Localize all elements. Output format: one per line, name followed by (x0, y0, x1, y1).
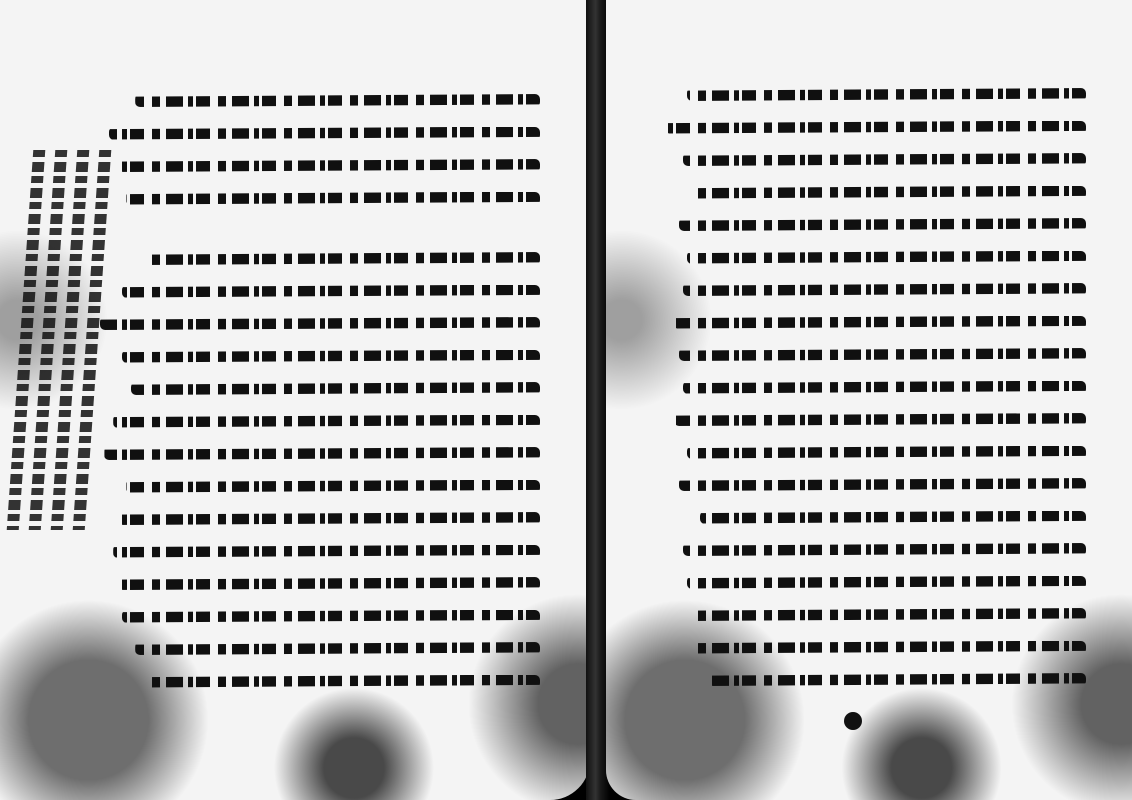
ink-blot (844, 712, 862, 730)
text-line (100, 279, 540, 303)
text-line (666, 310, 1086, 334)
text-line (100, 669, 540, 693)
text-line (666, 472, 1086, 496)
text-line (100, 88, 540, 112)
text-line (666, 537, 1086, 561)
text-line (666, 440, 1086, 464)
text-line (100, 506, 540, 530)
text-line (100, 604, 540, 628)
text-line (666, 635, 1086, 659)
text-line (666, 570, 1086, 594)
text-line (666, 115, 1086, 139)
text-line (666, 180, 1086, 204)
text-line (666, 375, 1086, 399)
left-page-text (100, 88, 540, 701)
text-line (666, 277, 1086, 301)
text-line (666, 245, 1086, 269)
text-line (100, 311, 540, 335)
text-line (666, 505, 1086, 529)
text-line (100, 246, 540, 270)
right-page-text (666, 82, 1086, 700)
text-line (666, 407, 1086, 431)
text-line (100, 344, 540, 368)
text-line (666, 602, 1086, 626)
text-line (666, 212, 1086, 236)
text-line (100, 409, 540, 433)
text-line (100, 539, 540, 563)
right-page (606, 0, 1132, 800)
text-line (100, 153, 540, 177)
text-line (666, 342, 1086, 366)
text-line (666, 147, 1086, 171)
text-line (100, 636, 540, 660)
text-line (100, 441, 540, 465)
text-line (666, 82, 1086, 106)
text-line (100, 376, 540, 400)
text-line (100, 186, 540, 210)
text-line (100, 571, 540, 595)
text-line (100, 474, 540, 498)
text-line (666, 667, 1086, 691)
text-line (100, 121, 540, 145)
